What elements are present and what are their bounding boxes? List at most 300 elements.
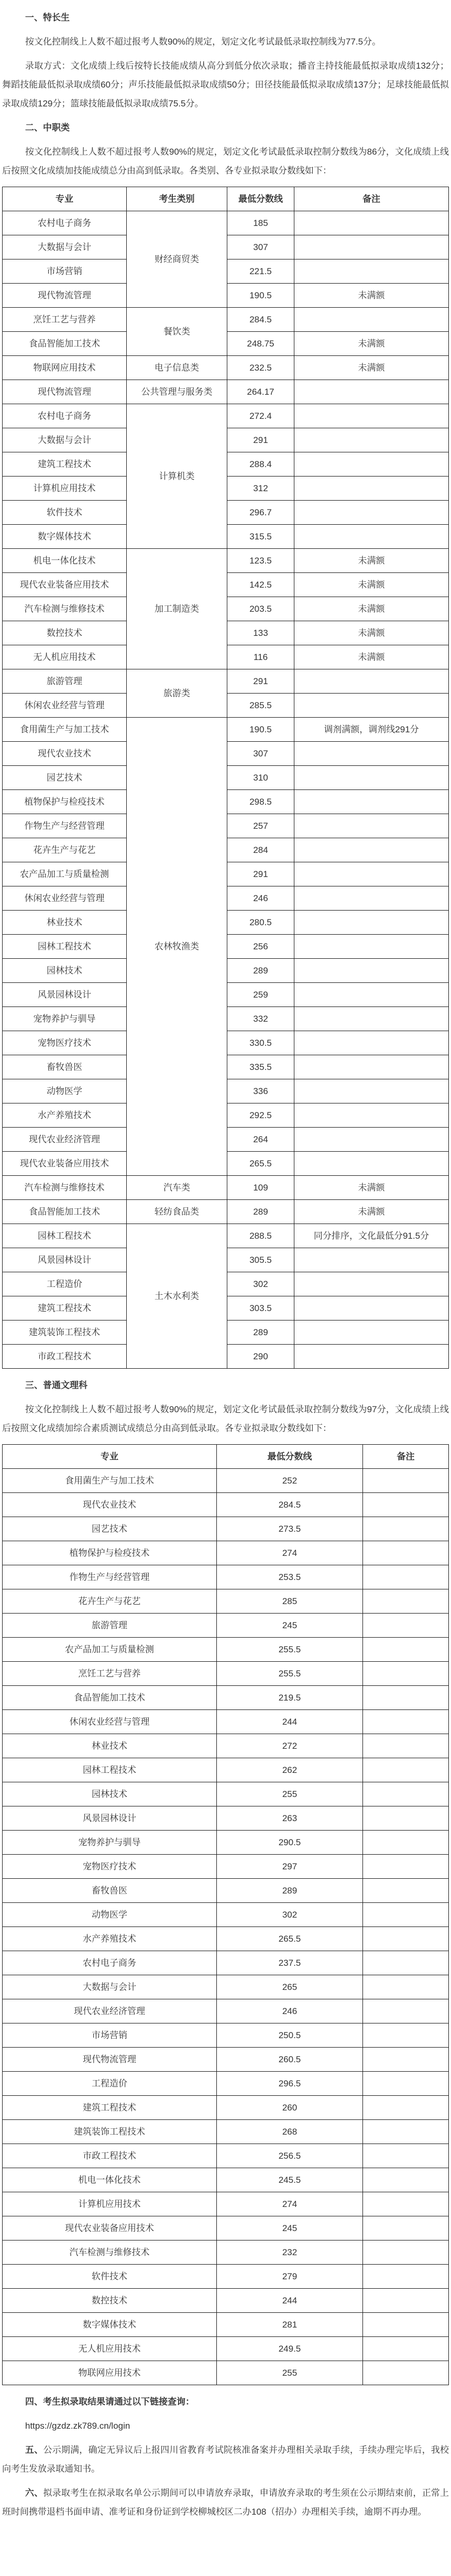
score-cell: 297 [217, 1855, 363, 1879]
note-cell [294, 766, 449, 790]
score-cell: 260.5 [217, 2048, 363, 2072]
score-cell: 253.5 [217, 1565, 363, 1589]
table-row [3, 2120, 449, 2144]
note-cell [363, 1903, 449, 1927]
table-row [3, 1831, 449, 1855]
score-cell: 274 [217, 2192, 363, 2216]
category-cell: 餐饮类 [127, 308, 227, 356]
table-row [3, 1879, 449, 1903]
note-cell [363, 2192, 449, 2216]
note-cell [294, 1272, 449, 1296]
col-header-major: 专业 [3, 187, 127, 211]
note-cell [294, 742, 449, 766]
section-heading-result-query: 四、考生拟录取结果请通过以下链接查询： [25, 2397, 194, 2407]
major-cell: 软件技术 [3, 2265, 217, 2289]
note-cell [363, 2168, 449, 2192]
major-cell: 宠物医疗技术 [3, 1855, 217, 1879]
score-cell: 292.5 [227, 1103, 294, 1128]
note-cell: 未满额 [294, 621, 449, 645]
score-cell: 284.5 [227, 308, 294, 332]
major-cell: 园艺技术 [3, 766, 127, 790]
note-cell [363, 1975, 449, 1999]
table-header-row [3, 1445, 449, 1469]
note-cell [363, 1927, 449, 1951]
score-cell: 289 [227, 959, 294, 983]
major-cell: 工程造价 [3, 2072, 217, 2096]
note-cell [363, 1734, 449, 1758]
score-cell: 249.5 [217, 2337, 363, 2361]
table-row [3, 356, 449, 380]
note-cell [294, 1103, 449, 1128]
vocational-intro-para: 按文化控制线上人数不超过报考人数90%的规定，划定文化考试最低录取控制分数线为86分，文化成绩上线后按照文化成绩加技能成绩总分由高到低录取。各类别、各专业拟录取分数线如下： [2, 147, 449, 176]
major-cell: 园林工程技术 [3, 1758, 217, 1782]
major-cell: 物联网应用技术 [3, 2361, 217, 2385]
score-cell: 291 [227, 669, 294, 694]
major-cell: 软件技术 [3, 501, 127, 525]
score-cell: 264.17 [227, 380, 294, 404]
score-cell: 279 [217, 2265, 363, 2289]
score-cell: 203.5 [227, 597, 294, 621]
major-cell: 动物医学 [3, 1079, 127, 1103]
note-cell: 未满额 [294, 284, 449, 308]
major-cell: 林业技术 [3, 911, 127, 935]
note-cell [363, 1589, 449, 1614]
score-cell: 255.5 [217, 1662, 363, 1686]
note-cell [363, 1541, 449, 1565]
note-cell [294, 814, 449, 838]
note-cell: 未满额 [294, 1200, 449, 1224]
table-row [3, 1541, 449, 1565]
section-heading-special-talent: 一、特长生 [25, 13, 70, 23]
major-cell: 现代农业装备应用技术 [3, 1152, 127, 1176]
note-cell [363, 2337, 449, 2361]
table-row [3, 380, 449, 404]
table-row [3, 2265, 449, 2289]
note-cell [294, 501, 449, 525]
score-cell: 330.5 [227, 1031, 294, 1055]
table-row [3, 2216, 449, 2241]
table-row [3, 2048, 449, 2072]
note-cell [363, 2144, 449, 2168]
note-cell [294, 404, 449, 428]
major-cell: 园艺技术 [3, 1517, 217, 1541]
note-cell [363, 1517, 449, 1541]
table-row [3, 2289, 449, 2313]
table-row [3, 2241, 449, 2265]
major-cell: 食用菌生产与加工技术 [3, 718, 127, 742]
note-cell [363, 1855, 449, 1879]
score-cell: 245.5 [217, 2168, 363, 2192]
score-cell: 221.5 [227, 259, 294, 284]
table-row [3, 1200, 449, 1224]
score-cell: 310 [227, 766, 294, 790]
table-row [3, 2144, 449, 2168]
note-cell [363, 2289, 449, 2313]
note-cell [294, 1031, 449, 1055]
major-cell: 计算机应用技术 [3, 477, 127, 501]
table-row [3, 2023, 449, 2048]
major-cell: 旅游管理 [3, 669, 127, 694]
note-cell [363, 1879, 449, 1903]
table-row [3, 2361, 449, 2385]
table-header-row [3, 187, 449, 211]
score-cell: 332 [227, 1007, 294, 1031]
major-cell: 旅游管理 [3, 1614, 217, 1638]
major-cell: 休闲农业经营与管理 [3, 886, 127, 911]
score-cell: 291 [227, 862, 294, 886]
note-cell [294, 525, 449, 549]
note-cell [294, 235, 449, 259]
table-row [3, 2168, 449, 2192]
table-row [3, 718, 449, 742]
note-cell [294, 694, 449, 718]
category-cell: 汽车类 [127, 1176, 227, 1200]
score-cell: 272.4 [227, 404, 294, 428]
publicity-period-para [2, 2441, 449, 2478]
score-cell: 274 [217, 1541, 363, 1565]
major-cell: 风景园林设计 [3, 1806, 217, 1831]
score-cell: 289 [227, 1200, 294, 1224]
major-cell: 市政工程技术 [3, 2144, 217, 2168]
major-cell: 园林工程技术 [3, 1224, 127, 1248]
major-cell: 食品智能加工技术 [3, 1200, 127, 1224]
score-cell: 237.5 [217, 1951, 363, 1975]
table-row [3, 1614, 449, 1638]
note-cell [294, 428, 449, 452]
major-cell: 林业技术 [3, 1734, 217, 1758]
score-cell: 291 [227, 428, 294, 452]
major-cell: 现代农业技术 [3, 1493, 217, 1517]
note-cell [363, 1758, 449, 1782]
table-row [3, 2192, 449, 2216]
major-cell: 现代物流管理 [3, 284, 127, 308]
note-cell [363, 2048, 449, 2072]
score-cell: 190.5 [227, 718, 294, 742]
score-cell: 133 [227, 621, 294, 645]
table-row [3, 2096, 449, 2120]
major-cell: 植物保护与检疫技术 [3, 1541, 217, 1565]
note-cell [294, 959, 449, 983]
score-cell: 273.5 [217, 1517, 363, 1541]
para-lead-six: 六、 [25, 2488, 43, 2498]
category-cell: 农林牧渔类 [127, 718, 227, 1176]
note-cell: 未满额 [294, 573, 449, 597]
table-row [3, 1758, 449, 1782]
table-row [3, 2337, 449, 2361]
note-cell: 未满额 [294, 597, 449, 621]
table-row [3, 404, 449, 428]
col-header-min-score: 最低分数线 [227, 187, 294, 211]
table-row [3, 1517, 449, 1541]
table-row [3, 1710, 449, 1734]
score-cell: 255.5 [217, 1638, 363, 1662]
note-cell [363, 1999, 449, 2023]
score-cell: 335.5 [227, 1055, 294, 1079]
score-cell: 255 [217, 1782, 363, 1806]
special-talent-control-line-para: 按文化控制线上人数不超过报考人数90%的规定，划定文化考试最低录取控制线为77.5分。 [25, 37, 381, 47]
special-talent-admission-method-para: 录取方式：文化成绩上线后按特长技能成绩从高分到低分依次录取；播音主持技能最低拟录取成绩132分；舞蹈技能最低拟录取成绩60分；声乐技能最低拟录取成绩50分；田径技能最低拟录取成绩137分；足球技能最低拟录取成绩129分；篮球技能最低拟录取成绩75.5分。 [2, 61, 449, 109]
note-cell [363, 1710, 449, 1734]
note-cell [294, 259, 449, 284]
major-cell: 水产养殖技术 [3, 1103, 127, 1128]
result-query-url: https://gzdz.zk789.cn/login [25, 2421, 130, 2431]
score-cell: 252 [217, 1469, 363, 1493]
note-cell: 未满额 [294, 645, 449, 669]
table-row [3, 549, 449, 573]
note-cell [294, 1007, 449, 1031]
category-cell: 加工制造类 [127, 549, 227, 669]
major-cell: 植物保护与检疫技术 [3, 790, 127, 814]
score-cell: 185 [227, 211, 294, 235]
note-cell [294, 886, 449, 911]
major-cell: 无人机应用技术 [3, 645, 127, 669]
score-cell: 109 [227, 1176, 294, 1200]
table-row [3, 1565, 449, 1589]
score-cell: 256 [227, 935, 294, 959]
note-cell [363, 1638, 449, 1662]
table-row [3, 1176, 449, 1200]
score-cell: 296.5 [217, 2072, 363, 2096]
note-cell: 同分排序，文化最低分91.5分 [294, 1224, 449, 1248]
col-header-major: 专业 [3, 1445, 217, 1469]
major-cell: 市场营销 [3, 259, 127, 284]
major-cell: 休闲农业经营与管理 [3, 694, 127, 718]
major-cell: 畜牧兽医 [3, 1055, 127, 1079]
note-cell [363, 1662, 449, 1686]
note-cell [294, 838, 449, 862]
major-cell: 花卉生产与花艺 [3, 838, 127, 862]
note-cell [363, 2361, 449, 2385]
score-cell: 232 [217, 2241, 363, 2265]
major-cell: 计算机应用技术 [3, 2192, 217, 2216]
note-cell [294, 1345, 449, 1369]
score-cell: 246 [217, 1999, 363, 2023]
score-cell: 280.5 [227, 911, 294, 935]
major-cell: 动物医学 [3, 1903, 217, 1927]
note-cell: 未满额 [294, 549, 449, 573]
major-cell: 作物生产与经营管理 [3, 1565, 217, 1589]
major-cell: 宠物养护与驯导 [3, 1007, 127, 1031]
note-cell [294, 1128, 449, 1152]
score-cell: 302 [217, 1903, 363, 1927]
score-cell: 303.5 [227, 1296, 294, 1321]
note-cell [363, 2120, 449, 2144]
note-cell [363, 2096, 449, 2120]
major-cell: 农村电子商务 [3, 404, 127, 428]
score-cell: 305.5 [227, 1248, 294, 1272]
note-cell [363, 1493, 449, 1517]
score-cell: 142.5 [227, 573, 294, 597]
major-cell: 机电一体化技术 [3, 2168, 217, 2192]
note-cell [294, 862, 449, 886]
major-cell: 汽车检测与维修技术 [3, 597, 127, 621]
note-cell [363, 1565, 449, 1589]
table-row [3, 1662, 449, 1686]
major-cell: 数控技术 [3, 2289, 217, 2313]
para-text-six: 拟录取考生在拟录取名单公示期间可以申请放弃录取，申请放弃录取的考生须在公示期结束前，正常上班时间携带退档书面申请、准考证和身份证到学校柳城校区二办108（招办）办理相关手续，逾期不再办理。 [2, 2488, 449, 2517]
note-cell [363, 1951, 449, 1975]
major-cell: 现代农业经济管理 [3, 1128, 127, 1152]
note-cell [294, 790, 449, 814]
major-cell: 大数据与会计 [3, 1975, 217, 1999]
table-row [3, 1224, 449, 1248]
table-row [3, 1806, 449, 1831]
note-cell [294, 1321, 449, 1345]
col-header-min-score: 最低分数线 [217, 1445, 363, 1469]
table-row [3, 1975, 449, 1999]
major-cell: 作物生产与经营管理 [3, 814, 127, 838]
major-cell: 建筑工程技术 [3, 452, 127, 477]
section-heading-vocational: 二、中职类 [25, 123, 70, 133]
category-cell: 公共管理与服务类 [127, 380, 227, 404]
note-cell [363, 2313, 449, 2337]
score-cell: 289 [227, 1321, 294, 1345]
major-cell: 现代农业经济管理 [3, 1999, 217, 2023]
score-cell: 288.4 [227, 452, 294, 477]
major-cell: 花卉生产与花艺 [3, 1589, 217, 1614]
score-cell: 298.5 [227, 790, 294, 814]
major-cell: 食用菌生产与加工技术 [3, 1469, 217, 1493]
major-cell: 现代物流管理 [3, 380, 127, 404]
major-cell: 机电一体化技术 [3, 549, 127, 573]
table-row [3, 1686, 449, 1710]
score-cell: 296.7 [227, 501, 294, 525]
score-cell: 255 [217, 2361, 363, 2385]
note-cell [363, 2023, 449, 2048]
major-cell: 园林技术 [3, 959, 127, 983]
note-cell [363, 2265, 449, 2289]
major-cell: 园林工程技术 [3, 935, 127, 959]
score-cell: 284.5 [217, 1493, 363, 1517]
score-cell: 244 [217, 1710, 363, 1734]
para-lead-five: 五、 [25, 2445, 43, 2455]
score-cell: 290 [227, 1345, 294, 1369]
note-cell [363, 2216, 449, 2241]
score-cell: 250.5 [217, 2023, 363, 2048]
score-cell: 265 [217, 1975, 363, 1999]
major-cell: 农产品加工与质量检测 [3, 862, 127, 886]
score-cell: 265.5 [227, 1152, 294, 1176]
major-cell: 水产养殖技术 [3, 1927, 217, 1951]
major-cell: 休闲农业经营与管理 [3, 1710, 217, 1734]
note-cell [294, 308, 449, 332]
major-cell: 农村电子商务 [3, 211, 127, 235]
category-cell: 土木水利类 [127, 1224, 227, 1369]
table-row [3, 308, 449, 332]
major-cell: 现代农业技术 [3, 742, 127, 766]
score-cell: 268 [217, 2120, 363, 2144]
note-cell [363, 1469, 449, 1493]
major-cell: 大数据与会计 [3, 235, 127, 259]
major-cell: 风景园林设计 [3, 1248, 127, 1272]
note-cell [363, 1831, 449, 1855]
major-cell: 食品智能加工技术 [3, 1686, 217, 1710]
score-cell: 265.5 [217, 1927, 363, 1951]
note-cell [294, 1055, 449, 1079]
major-cell: 园林技术 [3, 1782, 217, 1806]
table-row [3, 1903, 449, 1927]
major-cell: 畜牧兽医 [3, 1879, 217, 1903]
note-cell [363, 1806, 449, 1831]
major-cell: 工程造价 [3, 1272, 127, 1296]
note-cell [294, 477, 449, 501]
note-cell: 未满额 [294, 356, 449, 380]
score-cell: 190.5 [227, 284, 294, 308]
note-cell: 未满额 [294, 332, 449, 356]
major-cell: 食品智能加工技术 [3, 332, 127, 356]
score-cell: 312 [227, 477, 294, 501]
table-row [3, 1855, 449, 1879]
table-row [3, 211, 449, 235]
major-cell: 无人机应用技术 [3, 2337, 217, 2361]
category-cell: 财经商贸类 [127, 211, 227, 308]
col-header-candidate-category: 考生类别 [127, 187, 227, 211]
table-row [3, 1951, 449, 1975]
score-cell: 259 [227, 983, 294, 1007]
category-cell: 旅游类 [127, 669, 227, 718]
major-cell: 大数据与会计 [3, 428, 127, 452]
major-cell: 建筑工程技术 [3, 1296, 127, 1321]
note-cell [294, 935, 449, 959]
score-cell: 219.5 [217, 1686, 363, 1710]
score-cell: 302 [227, 1272, 294, 1296]
note-cell [294, 1079, 449, 1103]
score-cell: 263 [217, 1806, 363, 1831]
note-cell [294, 1296, 449, 1321]
major-cell: 农产品加工与质量检测 [3, 1638, 217, 1662]
score-cell: 245 [217, 2216, 363, 2241]
major-cell: 数字媒体技术 [3, 525, 127, 549]
major-cell: 现代农业装备应用技术 [3, 573, 127, 597]
score-cell: 307 [227, 742, 294, 766]
note-cell [294, 669, 449, 694]
score-cell: 307 [227, 235, 294, 259]
table-row [3, 1734, 449, 1758]
major-cell: 农村电子商务 [3, 1951, 217, 1975]
score-cell: 290.5 [217, 1831, 363, 1855]
col-header-note: 备注 [294, 187, 449, 211]
category-cell: 计算机类 [127, 404, 227, 549]
note-cell [363, 2072, 449, 2096]
score-cell: 246 [227, 886, 294, 911]
score-cell: 289 [217, 1879, 363, 1903]
score-cell: 272 [217, 1734, 363, 1758]
note-cell [363, 1614, 449, 1638]
score-cell: 256.5 [217, 2144, 363, 2168]
table-row [3, 1927, 449, 1951]
withdraw-procedure-para [2, 2484, 449, 2521]
note-cell [294, 911, 449, 935]
para-text-five: 公示期满，确定无异议后上报四川省教育考试院核准备案并办理相关录取手续，手续办理完毕后，我校向考生发放录取通知书。 [2, 2445, 449, 2474]
note-cell [363, 1686, 449, 1710]
general-intro-para: 按文化控制线上人数不超过报考人数90%的规定，划定文化考试最低录取控制分数线为97分，文化成绩上线后按照文化成绩加综合素质测试成绩总分由高到低录取。各专业拟录取分数线如下： [2, 1404, 449, 1433]
score-cell: 232.5 [227, 356, 294, 380]
score-cell: 315.5 [227, 525, 294, 549]
score-cell: 285.5 [227, 694, 294, 718]
score-cell: 245 [217, 1614, 363, 1638]
major-cell: 宠物养护与驯导 [3, 1831, 217, 1855]
major-cell: 宠物医疗技术 [3, 1031, 127, 1055]
table-row [3, 1493, 449, 1517]
score-cell: 248.75 [227, 332, 294, 356]
table-row [3, 1638, 449, 1662]
major-cell: 现代农业装备应用技术 [3, 2216, 217, 2241]
note-cell [294, 380, 449, 404]
score-cell: 264 [227, 1128, 294, 1152]
major-cell: 风景园林设计 [3, 983, 127, 1007]
table-row [3, 2313, 449, 2337]
category-cell: 轻纺食品类 [127, 1200, 227, 1224]
